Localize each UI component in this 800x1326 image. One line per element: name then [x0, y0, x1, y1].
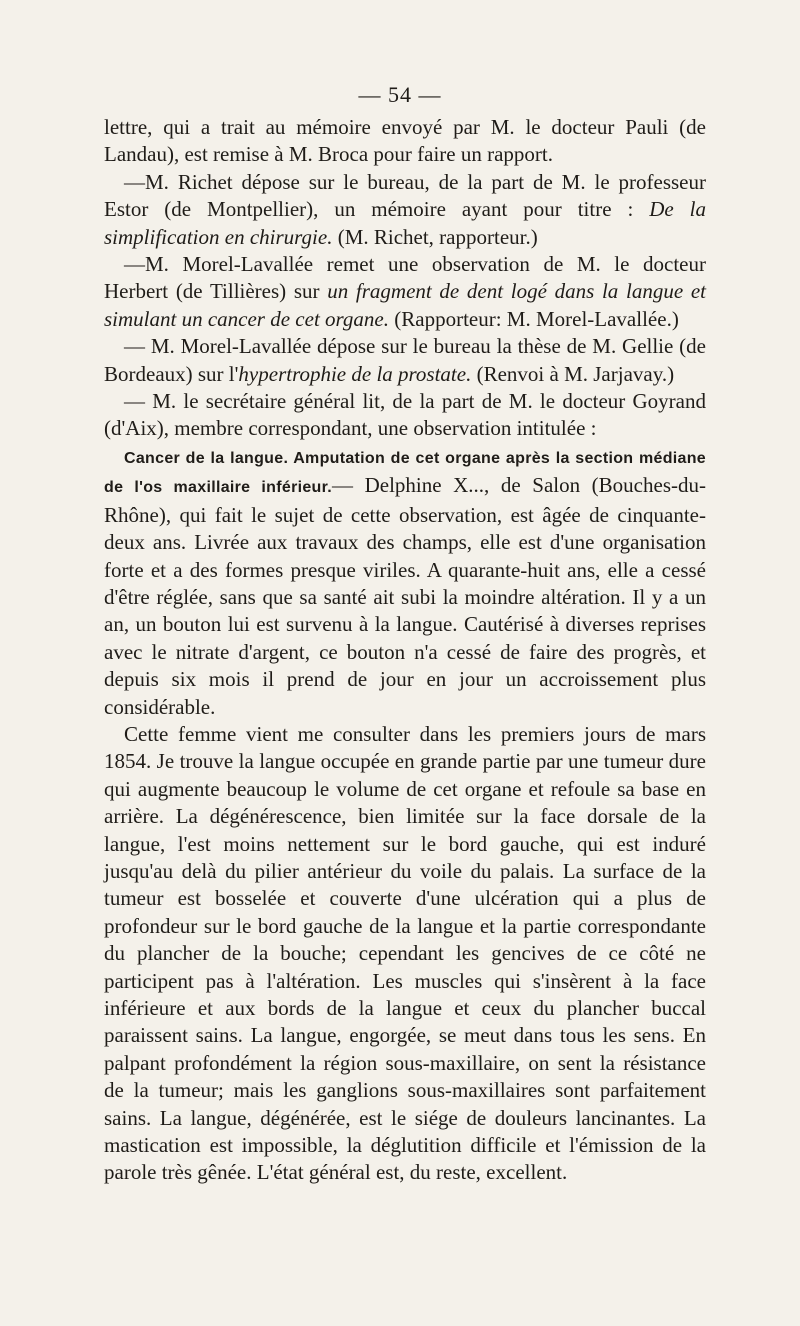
- page-number: — 54 —: [358, 82, 442, 107]
- paragraph-herbert-text-b: (Rapporteur: M. Morel-Lavallée.): [389, 306, 679, 331]
- paragraph-gellie-text-b: (Renvoi à M. Jarjavay.): [471, 361, 675, 386]
- body-text: [104, 114, 706, 1187]
- paragraph-gellie-text-a: — M. Morel-Lavallée dépose sur le bureau la thèse de M. Gellie (de Bordeaux) sur l': [104, 334, 706, 386]
- paragraph-goyrand: — M. le secrétaire général lit, de la part de M. le docteur Goyrand (d'Aix), membre correspondant, une observation intitulée :: [104, 389, 706, 441]
- case-lead-text: — Delphine X..., de Salon (Bouches-du-Rhône), qui fait le sujet de cette observation, est âgée de cinquante-deux ans. Livrée aux travaux des champs, elle est d'une organisation forte et a des formes presque viriles. A quarante-huit ans, elle a cessé d'être réglée, sans que sa santé ait subi la moindre altération. Il y a un an, un bouton lui est survenu à la langue. Cautérisé à diverses reprises avec le nitrate d'argent, ce bouton n'a cessé de faire des progrès, et depuis six mois il prend de jour en jour un accroissement plus considérable.: [104, 473, 706, 719]
- case-observation-body: Cette femme vient me consulter dans les premiers jours de mars 1854. Je trouve la langue occupée en grande partie par une tumeur dure qui augmente beaucoup le volume de cet organe et refoule sa base en arrière. La dégénérescence, bien limitée sur la face dorsale de la langue, l'est moins nettement sur le bord gauche, qui est induré jusqu'au delà du pilier antérieur du voile du palais. La surface de la tumeur est bosselée et couverte d'une ulcération qui a plus de profondeur sur le bord gauche de la langue et la partie correspondante du plancher de la bouche; cependant les gencives de ce côté ne participent pas à l'altération. Les muscles qui s'insèrent à la face inférieure et aux bords de la langue et ceux du plancher buccal paraissent sains. La langue, engorgée, se meut dans tous les sens. En palpant profondément la région sous-maxillaire, on sent la résistance de la tumeur; mais les ganglions sous-maxillaires sont parfaitement sains. La langue, dégénérée, est le siége de douleurs lancinantes. La mastication est impossible, la déglutition difficile et l'émission de la parole très gênée. L'état général est, du reste, excellent.: [104, 721, 706, 1185]
- paragraph-morel-lavallee-herbert: [104, 251, 706, 333]
- paragraph-gellie: [104, 333, 706, 388]
- paragraph-richet-text-b: (M. Richet, rapporteur.): [332, 224, 538, 249]
- paragraph-pauli: lettre, qui a trait au mémoire envoyé par M. le docteur Pauli (de Landau), est remise à M. Broca pour faire un rapport.: [104, 115, 706, 167]
- paragraph-gellie-title: hypertrophie de la prostate.: [238, 361, 472, 386]
- case-observation-intro: [104, 443, 706, 721]
- paragraph-herbert-title: un fragment de dent logé dans la langue et simulant un cancer de cet organe.: [104, 279, 706, 331]
- paragraph-richet-title: De la simplification en chirurgie.: [104, 197, 706, 249]
- paragraph-richet: [104, 169, 706, 251]
- paragraph-herbert-text-a: —M. Morel-Lavallée remet une observation de M. le docteur Herbert (de Tillières) sur: [104, 252, 706, 304]
- case-caption: Cancer de la langue. Amputation de cet organe après la section médiane de l'os maxillaire inférieur.: [104, 449, 706, 497]
- paragraph-richet-text-a: —M. Richet dépose sur le bureau, de la part de M. le professeur Estor (de Montpellier), un mémoire ayant pour titre :: [104, 169, 706, 222]
